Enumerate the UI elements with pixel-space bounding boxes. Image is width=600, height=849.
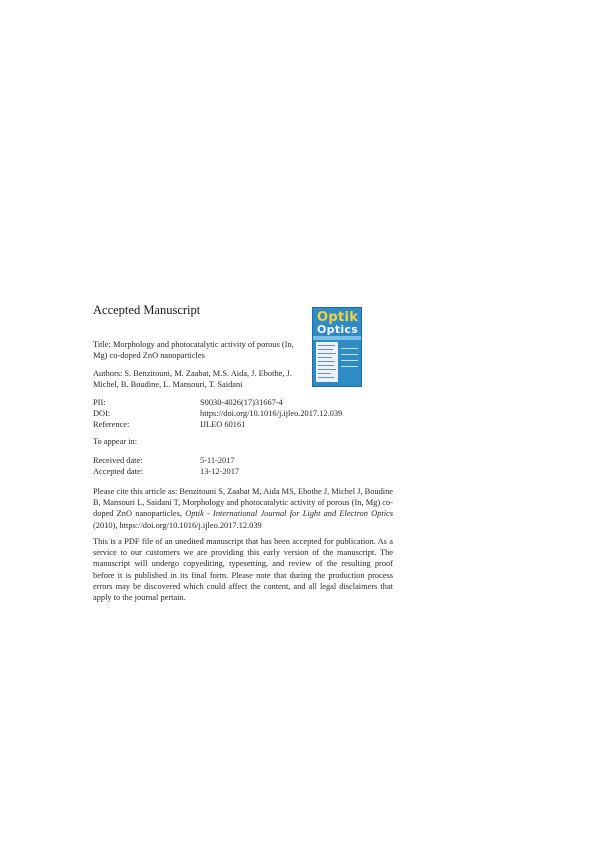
cover-side-line <box>341 348 358 349</box>
cover-line <box>318 353 336 354</box>
page-heading: Accepted Manuscript <box>93 303 201 317</box>
cover-side-line <box>341 354 358 355</box>
pii-row <box>93 397 393 408</box>
cover-contents-box <box>316 342 338 382</box>
doi-value[interactable]: https://doi.org/10.1016/j.ijleo.2017.12.039 <box>200 409 343 418</box>
citation-text: Please cite this article as: Benzitouni S, Zaabat M, Aida MS, Ebothe J, Michel J, Boudine B, Mansouri L, Saidani T, Morphology and photocatalytic activity of porous (In, Mg) co-doped ZnO nanoparticles, <box>93 487 393 519</box>
metadata-block <box>93 397 393 430</box>
manuscript-notice: This is a PDF file of an unedited manuscript that has been accepted for publication. As a service to our customers we are providing this early version of the manuscript. The manuscript will undergo copyediting, typesetting, and review of the resulting proof before it is published in its final form. Please note that during the production process errors may be discovered which could affect the content, and all legal disclaimers that apply to the journal pertain. <box>93 537 393 603</box>
pii-label: PII: <box>93 398 106 407</box>
authors-label: Authors: <box>93 369 123 378</box>
cover-side-line <box>341 366 358 367</box>
pii-value: S0030-4026(17)31667-4 <box>200 398 283 407</box>
accepted-value: 13-12-2017 <box>200 467 240 476</box>
reference-label: Reference: <box>93 420 130 429</box>
cover-strip <box>313 336 361 340</box>
authors-list: S. Benzitouni, M. Zaabat, M.S. Aida, J. Ebothe, J. Michel, B. Boudine, L. Mansouri, T. Saidani <box>93 369 292 390</box>
title-label: Title: <box>93 340 111 349</box>
accepted-row <box>93 466 393 477</box>
cover-line <box>318 361 335 362</box>
citation-paragraph <box>93 486 393 531</box>
to-appear-in: To appear in: <box>93 437 138 446</box>
authors-block <box>93 368 308 390</box>
citation-doi: (2010), https://doi.org/10.1016/j.ijleo.2017.12.039 <box>93 520 262 530</box>
cover-line <box>318 365 334 366</box>
received-value: 5-11-2017 <box>200 456 235 465</box>
received-row <box>93 455 393 466</box>
cover-line <box>318 357 332 358</box>
reference-row <box>93 419 393 430</box>
cover-brand-optics: Optics <box>317 323 359 336</box>
cover-brand-optik: Optik <box>317 310 359 325</box>
title-block <box>93 339 308 361</box>
cover-line <box>318 349 333 350</box>
cover-side-line <box>341 360 358 361</box>
journal-cover-thumbnail <box>312 307 362 387</box>
doi-label: DOI: <box>93 409 111 418</box>
cover-line <box>318 377 334 378</box>
cover-line <box>318 369 336 370</box>
doi-row <box>93 408 393 419</box>
cover-line <box>318 345 335 346</box>
received-label: Received date: <box>93 456 143 465</box>
cover-line <box>318 373 331 374</box>
accepted-label: Accepted date: <box>93 467 143 476</box>
dates-block <box>93 455 393 477</box>
citation-journal: Optik - International Journal for Light and Electron Optics <box>185 509 394 519</box>
article-title: Morphology and photocatalytic activity of porous (In, Mg) co-doped ZnO nanoparticles <box>93 340 294 361</box>
reference-value: IJLEO 60161 <box>200 420 246 429</box>
